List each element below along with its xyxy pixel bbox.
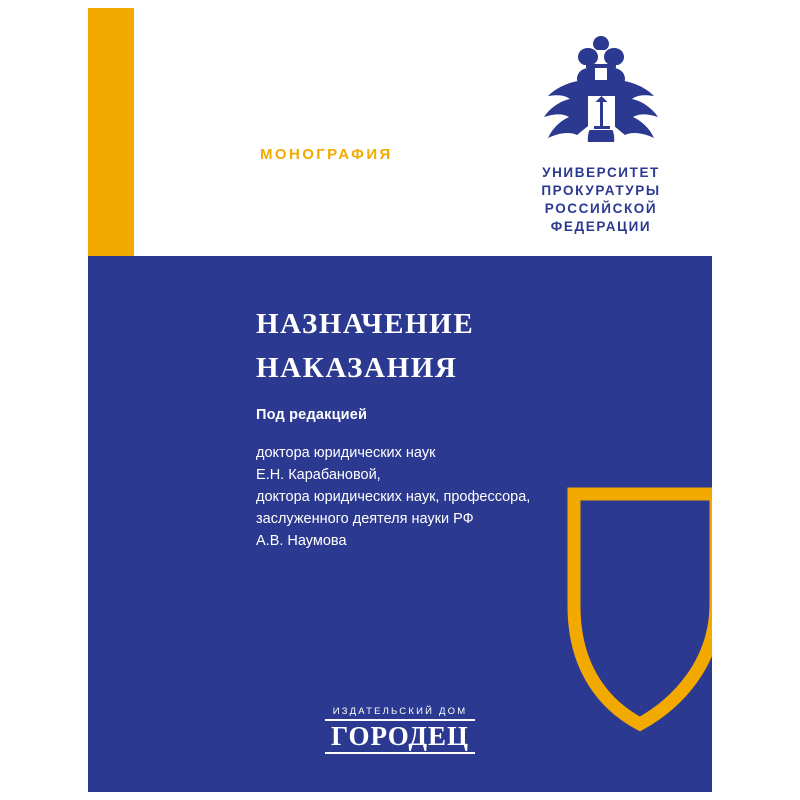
editor-line-4: заслуженного деятеля науки РФ — [256, 511, 474, 527]
book-cover — [88, 8, 712, 792]
decorative-shield-outline-icon — [566, 484, 712, 734]
organization-name-line-1: УНИВЕРСИТЕТ — [542, 165, 660, 180]
book-title-line-2: НАКАЗАНИЯ — [256, 352, 458, 384]
editor-line-2: Е.Н. Карабановой, — [256, 467, 381, 483]
organization-name — [506, 164, 696, 236]
cover-main-panel — [88, 256, 712, 792]
book-title — [256, 302, 676, 390]
editor-line-1: доктора юридических наук — [256, 445, 436, 461]
russian-double-headed-eagle-emblem-icon — [506, 30, 696, 158]
editor-line-3: доктора юридических наук, профессора, — [256, 489, 531, 505]
organization-name-line-3: РОССИЙСКОЙ — [544, 201, 658, 216]
publisher-logo — [88, 706, 712, 754]
publisher-imprint-label: ИЗДАТЕЛЬСКИЙ ДОМ — [332, 706, 468, 717]
editors-lead-label: Под редакцией — [256, 407, 368, 423]
organization-name-line-2: ПРОКУРАТУРЫ — [541, 183, 661, 198]
series-label: МОНОГРАФИЯ — [260, 146, 393, 163]
publisher-brand-name: ГОРОДЕЦ — [325, 719, 475, 754]
cover-yellow-accent-bar — [88, 8, 134, 256]
editor-line-5: А.В. Наумова — [256, 533, 347, 549]
publisher-emblem-block — [506, 30, 696, 236]
book-title-line-1: НАЗНАЧЕНИЕ — [256, 308, 475, 340]
organization-name-line-4: ФЕДЕРАЦИИ — [550, 219, 652, 234]
